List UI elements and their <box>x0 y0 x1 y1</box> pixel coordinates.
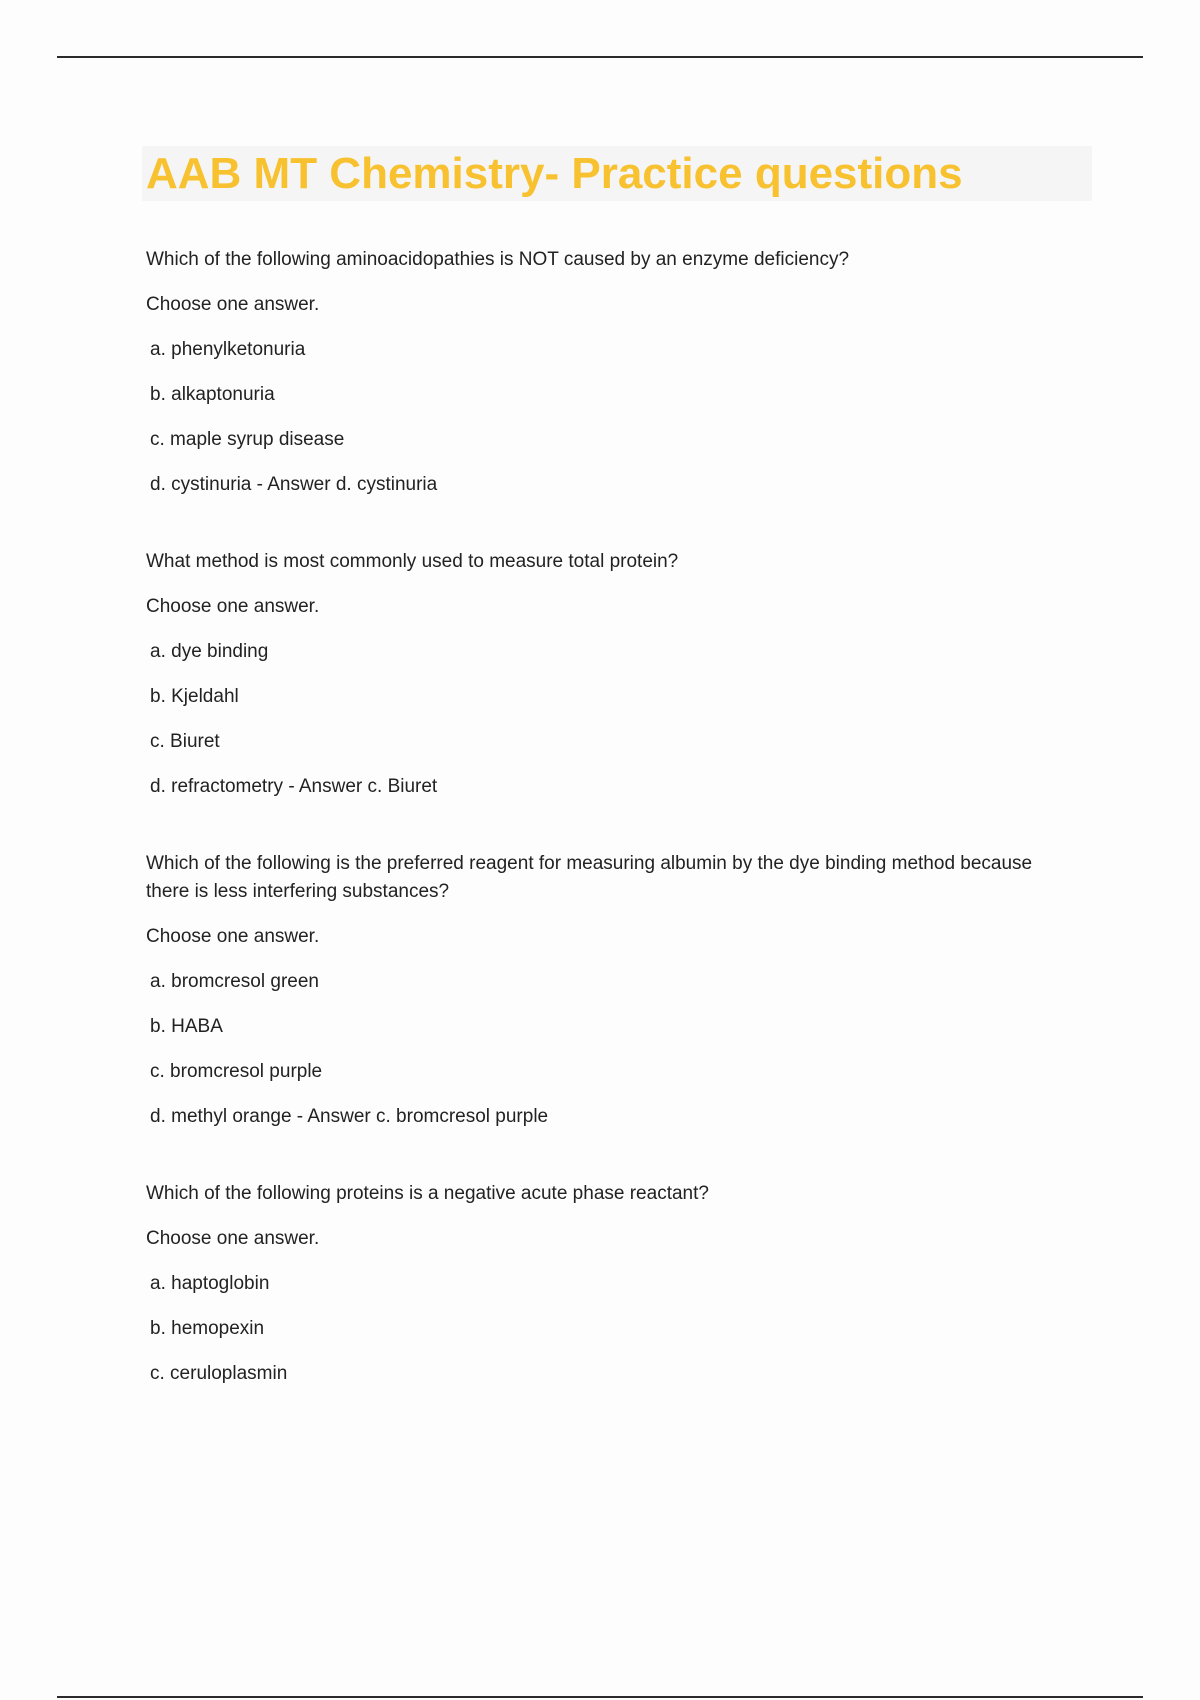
answer-option: c. maple syrup disease <box>150 429 345 450</box>
answer-option: a. bromcresol green <box>150 971 319 992</box>
question-list <box>146 246 1046 1437</box>
answer-option: b. alkaptonuria <box>150 384 275 405</box>
question-prompt: Choose one answer. <box>146 294 320 315</box>
answer-option: b. hemopexin <box>150 1318 265 1339</box>
answer-option: c. Biuret <box>150 731 220 752</box>
question-1 <box>146 246 1046 499</box>
footer-rule <box>57 1696 1143 1698</box>
answer-option: a. phenylketonuria <box>150 339 306 360</box>
document-title: AAB MT Chemistry- Practice questions <box>146 149 963 198</box>
answer-option: a. haptoglobin <box>150 1273 270 1294</box>
question-prompt: Choose one answer. <box>146 596 320 617</box>
question-3 <box>146 850 1046 1131</box>
answer-option: d. cystinuria - Answer d. cystinuria <box>150 474 438 495</box>
question-text: Which of the following proteins is a negative acute phase reactant? <box>146 1183 709 1204</box>
answer-option: b. Kjeldahl <box>150 686 239 707</box>
answer-option: c. ceruloplasmin <box>150 1363 288 1384</box>
header-rule <box>57 56 1143 58</box>
question-prompt: Choose one answer. <box>146 926 320 947</box>
question-text: Which of the following is the preferred reagent for measuring albumin by the dye binding method because there is less interfering substances? <box>146 853 1033 902</box>
answer-option: d. methyl orange - Answer c. bromcresol purple <box>150 1106 549 1127</box>
answer-option: c. bromcresol purple <box>150 1061 323 1082</box>
question-2 <box>146 548 1046 801</box>
question-4 <box>146 1180 1046 1388</box>
question-text: Which of the following aminoacidopathies is NOT caused by an enzyme deficiency? <box>146 249 850 270</box>
answer-option: d. refractometry - Answer c. Biuret <box>150 776 438 797</box>
answer-option: b. HABA <box>150 1016 223 1037</box>
question-prompt: Choose one answer. <box>146 1228 320 1249</box>
question-text: What method is most commonly used to measure total protein? <box>146 551 679 572</box>
answer-option: a. dye binding <box>150 641 269 662</box>
